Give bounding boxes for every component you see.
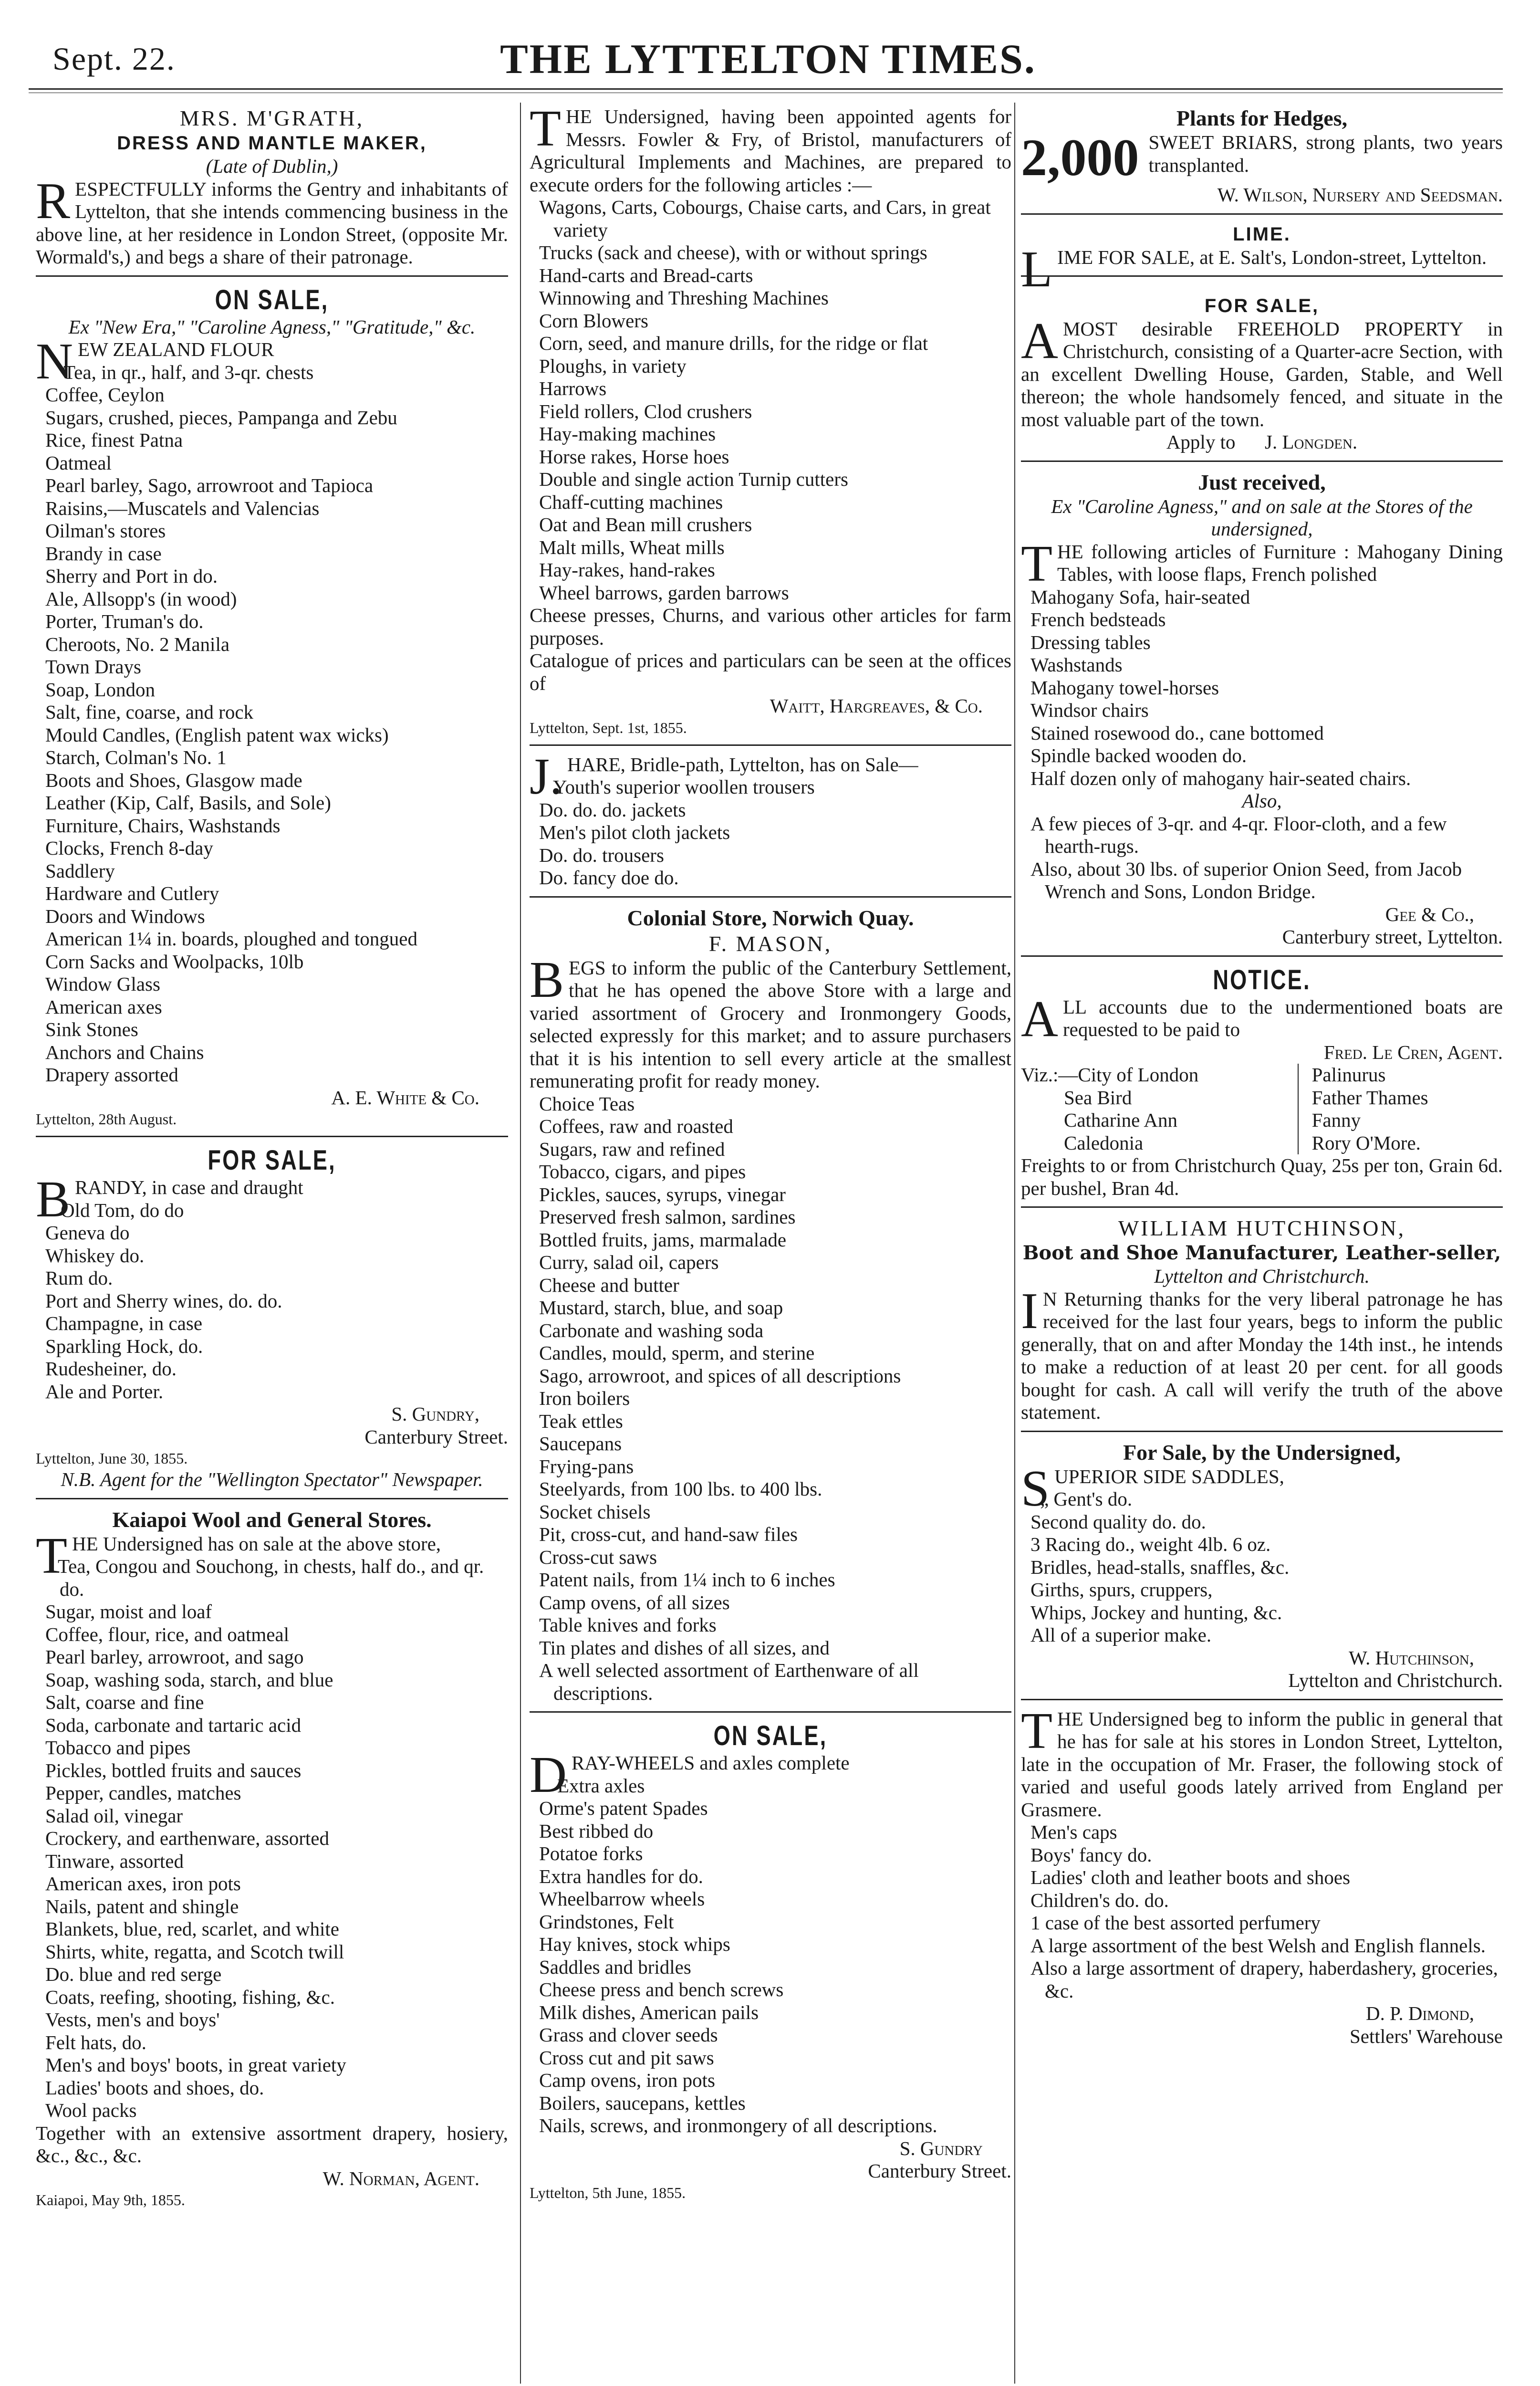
drop-cap: T (1021, 535, 1052, 592)
ad-signature: Waitt, Hargreaves, & Co. (770, 695, 983, 717)
list-item: Hardware and Cutlery (45, 882, 219, 904)
list-item: Field rollers, Clod crushers (539, 400, 752, 422)
ad-signature-address: Canterbury Street. (364, 1425, 508, 1448)
list-item: Sugar, moist and loaf (45, 1601, 212, 1622)
list-item: Oilman's stores (45, 520, 166, 542)
list-item: Second quality do. do. (1030, 1510, 1206, 1533)
list-item: Also, about 30 lbs. of superior Onion Seed, from Jacob Wrench and Sons, London Bridge. (1030, 858, 1462, 902)
ad-text: N Returning thanks for the very liberal patronage he has received for the last four years, begs to inform the public generally, that on and after Monday the 14th inst., he intends to make a reduction of at least 20 per cent. for all goods bought for cash. A call will verify the truth of the above statement. (1021, 1287, 1503, 1423)
list-item: Whiskey do. (45, 1244, 145, 1266)
list-item: Men's pilot cloth jackets (539, 821, 730, 843)
list-item: American axes (45, 995, 162, 1018)
drop-cap: A (1021, 312, 1058, 369)
list-item: Palinurus (1311, 1064, 1386, 1086)
ad-lecren (1021, 962, 1503, 1208)
list-item: Curry, salad oil, capers (539, 1251, 719, 1273)
list-item: Salad oil, vinegar (45, 1804, 183, 1827)
list-item: A few pieces of 3-qr. and 4-qr. Floor-cloth, and a few hearth-rugs. (1030, 812, 1447, 857)
list-item: Wheelbarrow wheels (539, 1888, 705, 1910)
newspaper-title: THE LYTTELTON TIMES. (500, 36, 1036, 83)
list-item: Tobacco and pipes (45, 1737, 191, 1758)
list-item: Soap, London (45, 678, 156, 701)
list-item: Boots and Shoes, Glasgow made (45, 769, 302, 791)
ad-text: RANDY, in case and draught (75, 1176, 303, 1198)
ad-gundry-brandy (36, 1142, 508, 1499)
drop-cap: L (1021, 241, 1052, 298)
list-item: Harrows (539, 377, 607, 399)
ad-text: MOST desirable FREEHOLD PROPERTY in Christchurch, consisting of a Quarter-acre Section, with an excellent Dwelling House, Garden, Stable, and Well thereon; the whole handsomely fenced, and situate in the most valuable part of the town. (1021, 317, 1503, 430)
list-item: Corn Blowers (539, 309, 648, 332)
list-item: Viz.:—City of London (1021, 1064, 1199, 1086)
ad-longden (1021, 291, 1503, 462)
ad-heading: Plants for Hedges, (1176, 106, 1348, 130)
drop-cap: J. (530, 748, 563, 805)
ad-body (1021, 312, 1503, 431)
list-item: Pickles, bottled fruits and sauces (45, 1759, 302, 1781)
ad-text: HARE, Bridle-path, Lyttelton, has on Sale— (567, 753, 918, 775)
list-item: Windsor chairs (1030, 699, 1149, 721)
list-item: Hand-carts and Bread-carts (539, 264, 753, 286)
item-list (36, 1199, 508, 1403)
list-item: Oatmeal (45, 451, 112, 474)
ad-body (530, 951, 1011, 1093)
list-item: Corn Sacks and Woolpacks, 10lb (45, 950, 304, 973)
ad-body (1021, 1702, 1503, 1821)
ad-signature: W. Hutchinson, (1349, 1646, 1474, 1669)
list-item: Ploughs, in variety (539, 355, 687, 377)
column-3 (1021, 103, 1503, 2059)
list-item: Cheese press and bench screws (539, 1978, 784, 2000)
list-item: Candles, mould, sperm, and sterine (539, 1342, 815, 1364)
ad-place-date: Lyttelton, 28th August. (36, 1110, 177, 1128)
list-item: „ Gent's do. (1040, 1488, 1133, 1510)
ad-signature: S. Gundry, (391, 1403, 479, 1425)
list-item: Teak ettles (539, 1410, 623, 1432)
ad-place-date: Lyttelton, Sept. 1st, 1855. (530, 719, 687, 736)
boat-list-left (1021, 1064, 1299, 1154)
list-item: Pearl barley, arrowroot, and sago (45, 1646, 304, 1668)
item-list (36, 1555, 508, 2122)
list-item: Caledonia (1064, 1131, 1144, 1154)
list-item: Wheel barrows, garden barrows (539, 581, 789, 604)
ad-heading: FOR SALE, (208, 1145, 336, 1176)
list-item: Men's caps (1030, 1821, 1117, 1843)
ad-waitt (530, 100, 1011, 746)
list-item: Crockery, and earthenware, assorted (45, 1827, 329, 1849)
item-list (530, 196, 1011, 604)
ad-signature-address: Canterbury street, Lyttelton. (1282, 926, 1503, 948)
ad-mcgrath (36, 103, 508, 277)
drop-cap: T (36, 1527, 67, 1584)
list-item: Double and single action Turnip cutters (539, 468, 848, 490)
ad-heading: Colonial Store, Norwich Quay. (627, 905, 914, 930)
list-item: Window Glass (45, 973, 160, 995)
list-item: Sugars, crushed, pieces, Pampanga and Zebu (45, 406, 397, 429)
list-item: Do. do. trousers (539, 844, 664, 866)
list-item: Winnowing and Threshing Machines (539, 287, 829, 309)
ad-text: EW ZEALAND FLOUR (78, 338, 274, 360)
item-list (1021, 1488, 1503, 1647)
list-item: Table knives and forks (539, 1614, 717, 1636)
list-item: Soap, washing soda, starch, and blue (45, 1668, 333, 1691)
ad-subtitle: Boot and Shoe Manufacturer, Leather-seller, (1022, 1242, 1501, 1264)
list-item: Rice, finest Patna (45, 429, 183, 451)
ad-heading: FOR SALE, (1204, 295, 1320, 316)
drop-cap: B (36, 1171, 71, 1228)
ad-signature: J. Longden. (1264, 431, 1358, 453)
list-item: Anchors and Chains (45, 1041, 204, 1063)
list-item: Socket chisels (539, 1500, 651, 1523)
list-item: Chaff-cutting machines (539, 491, 723, 513)
drop-cap: T (1021, 1702, 1052, 1759)
list-item: Hay knives, stock whips (539, 1933, 730, 1955)
list-item: Dressing tables (1030, 631, 1151, 653)
apply-label: Apply to (1166, 431, 1236, 453)
ad-dimond (1021, 1702, 1503, 2055)
list-item: Sugars, raw and refined (539, 1138, 725, 1160)
list-item: Hay-rakes, hand-rakes (539, 559, 715, 581)
ad-place-date: Lyttelton, June 30, 1855. (36, 1450, 188, 1467)
list-item: Boys' fancy do. (1030, 1843, 1152, 1866)
list-item: Tinware, assorted (45, 1850, 184, 1872)
list-item: Bridles, head-stalls, snaffles, &c. (1030, 1556, 1290, 1578)
list-item: Tin plates and dishes of all sizes, and (539, 1636, 830, 1659)
list-item: Rum do. (45, 1267, 113, 1289)
ad-body (1021, 535, 1503, 592)
drop-cap: A (1021, 990, 1058, 1047)
issue-date: Sept. 22. (52, 41, 176, 77)
ad-place-date: Kaiapoi, May 9th, 1855. (36, 2191, 185, 2208)
list-item: Pickles, sauces, syrups, vinegar (539, 1183, 786, 1205)
ad-salt (1021, 220, 1503, 298)
ad-text: IME FOR SALE, at E. Salt's, London-street, Lyttelton. (1057, 246, 1487, 268)
ad-text: Cheese presses, Churns, and various other articles for farm purposes. (530, 604, 1011, 649)
list-item: Wool packs (45, 2099, 137, 2121)
ad-heading: For Sale, by the Undersigned, (1123, 1440, 1401, 1465)
list-item: American 1¼ in. boards, ploughed and tongued (45, 928, 417, 950)
list-item: Girths, spurs, cruppers, (1030, 1579, 1213, 1601)
ad-text: LL accounts due to the undermentioned boats are requested to be paid to (1063, 995, 1503, 1040)
drop-cap: S (1021, 1460, 1050, 1517)
column-rule-1 (520, 103, 521, 2384)
list-item: Felt hats, do. (45, 2031, 146, 2053)
boat-list-right (1299, 1064, 1428, 1154)
list-item: Oat and Bean mill crushers (539, 513, 752, 535)
list-item: Potatoe forks (539, 1842, 643, 1864)
ad-title: F. MASON, (708, 931, 832, 956)
list-item: Ladies' boots and shoes, do. (45, 2076, 264, 2099)
list-item: Cross cut and pit saws (539, 2046, 714, 2069)
ad-place-date: Lyttelton, 5th June, 1855. (530, 2184, 686, 2201)
list-item: Orme's patent Spades (539, 1797, 708, 1819)
list-item: Do. blue and red serge (45, 1963, 222, 1985)
list-item: Town Drays (45, 656, 141, 678)
list-item: Leather (Kip, Calf, Basils, and Sole) (45, 792, 331, 814)
list-item: Extra handles for do. (539, 1865, 703, 1887)
list-item: Coffees, raw and roasted (539, 1115, 733, 1137)
list-item: Carbonate and washing soda (539, 1319, 764, 1341)
drop-cap: B (530, 951, 564, 1008)
list-item: Men's and boys' boots, in great variety (45, 2054, 346, 2076)
list-item: Ale, Allsopp's (in wood) (45, 587, 237, 610)
ad-saddles (1021, 1437, 1503, 1700)
list-item: Porter, Truman's do. (45, 610, 204, 632)
list-item: Mustard, starch, blue, and soap (539, 1297, 783, 1319)
list-item: Trucks (sack and cheese), with or without springs (539, 241, 927, 263)
ad-body (1021, 241, 1503, 298)
list-item: American axes, iron pots (45, 1873, 241, 1894)
list-item: Hay-making machines (539, 423, 716, 445)
column-1 (36, 103, 508, 2221)
list-item: Corn, seed, and manure drills, for the ridge or flat (539, 332, 928, 354)
ad-text: EGS to inform the public of the Canterbury Settlement, that he has opened the above Store with a large and varied assortment of Grocery and Ironmongery Goods, selected expressly for this market; and to assure purchasers that it is his intention to sell every article at the smallest remunerating profit for ready money. (530, 956, 1011, 1092)
ad-signature: S. Gundry (899, 2137, 983, 2159)
list-item: Sparkling Hock, do. (45, 1335, 203, 1357)
list-item: Preserved fresh salmon, sardines (539, 1206, 796, 1228)
list-item: Father Thames (1311, 1086, 1428, 1109)
ad-text: HE Undersigned beg to inform the public in general that he has for sale at his stores in London Street, Lyttelton, late in the occupation of Mr. Fraser, the following stock of varied and useful goods lately arrived from England per Grasmere. (1021, 1707, 1503, 1821)
list-item: Children's do. do. (1030, 1889, 1169, 1911)
list-item: Pit, cross-cut, and hand-saw files (539, 1523, 798, 1545)
list-item: Furniture, Chairs, Washstands (45, 814, 281, 837)
ad-signature-address: Settlers' Warehouse (1350, 2025, 1503, 2047)
list-item: French bedsteads (1030, 608, 1166, 630)
ad-title: WILLIAM HUTCHINSON, (1118, 1216, 1406, 1240)
ad-text: UPERIOR SIDE SADDLES, (1054, 1465, 1284, 1487)
list-item: Camp ovens, iron pots (539, 2069, 715, 2091)
list-item: Youth's superior woollen trousers (553, 776, 815, 798)
ad-text: ESPECTFULLY informs the Gentry and inhabitants of Lyttelton, that she intends commencing business in the above line, at her residence in London Street, (opposite Mr. Wormald's,) and begs a share of their patronage. (36, 178, 508, 268)
list-item: Stained rosewood do., cane bottomed (1030, 722, 1324, 744)
list-item: Choice Teas (539, 1092, 635, 1115)
list-item: Coffee, flour, rice, and oatmeal (45, 1623, 290, 1645)
column-rule-2 (1014, 103, 1015, 2384)
ad-signature: Fred. Le Cren, Agent. (1323, 1041, 1503, 1063)
list-item: Salt, coarse and fine (45, 1691, 204, 1713)
ad-hutchinson (1021, 1213, 1503, 1432)
ad-signature: Gee & Co., (1385, 903, 1474, 925)
list-item: Soda, carbonate and tartaric acid (45, 1714, 302, 1736)
list-item: Drapery assorted (45, 1064, 178, 1086)
list-item: Whips, Jockey and hunting, &c. (1030, 1601, 1282, 1623)
list-item: Sherry and Port in do. (45, 565, 218, 587)
list-item: Tea, in qr., half, and 3-qr. chests (63, 361, 314, 383)
ad-heading: ON SALE, (215, 284, 329, 315)
list-item: Horse rakes, Horse hoes (539, 445, 729, 468)
ad-heading: LIME. (1233, 223, 1291, 245)
ad-mason (530, 902, 1011, 1713)
list-item: Camp ovens, of all sizes (539, 1591, 730, 1613)
ad-subtitle: DRESS AND MANTLE MAKER, (117, 133, 427, 154)
list-item: Nails, screws, and ironmongery of all descriptions. (539, 2114, 937, 2136)
item-list (530, 1775, 1011, 2137)
ad-heading: ON SALE, (713, 1720, 828, 1751)
ad-heading: Just received, (1198, 470, 1326, 494)
list-item: Shirts, white, regatta, and Scotch twill (45, 1940, 344, 1963)
list-item: Best ribbed do (539, 1820, 654, 1842)
list-item: Vests, men's and boys' (45, 2009, 220, 2030)
list-item: Starch, Colman's No. 1 (45, 746, 227, 768)
ad-body (1021, 1282, 1503, 1424)
list-item: Cheroots, No. 2 Manila (45, 633, 230, 655)
list-item: Do. fancy doe do. (539, 867, 679, 889)
item-list (530, 776, 1011, 890)
ad-also: Also, (1242, 790, 1282, 812)
drop-cap: T (530, 100, 561, 157)
list-item: Salt, fine, coarse, and rock (45, 701, 254, 723)
item-list (1021, 1821, 1503, 2002)
ad-text: SWEET BRIARS, strong plants, two years transplanted. (1148, 131, 1503, 176)
list-item: Grindstones, Felt (539, 1910, 674, 1933)
list-item: Iron boilers (539, 1387, 630, 1409)
list-item: Sea Bird (1064, 1086, 1132, 1109)
ad-gundry-drays (530, 1717, 1011, 2209)
masthead-rule (29, 88, 1503, 93)
ad-ex: Ex "New Era," "Caroline Agness," "Gratitude," &c. (68, 315, 476, 338)
ad-body (530, 100, 1011, 196)
list-item: Pepper, candles, matches (45, 1782, 241, 1804)
ad-heading: NOTICE. (1213, 964, 1311, 995)
ad-gee (1021, 467, 1503, 957)
item-list (1021, 586, 1503, 790)
list-item: Steelyards, from 100 lbs. to 400 lbs. (539, 1478, 822, 1500)
list-item: Extra axles (557, 1774, 645, 1797)
ad-ex: Ex "Caroline Agness," and on sale at the Stores of the undersigned, (1051, 495, 1473, 540)
list-item: A large assortment of the best Welsh and English flannels. (1030, 1934, 1486, 1957)
ad-signature-address: Canterbury Street. (868, 2160, 1011, 2182)
list-item: Raisins,—Muscatels and Valencias (45, 497, 320, 519)
ad-text: Catalogue of prices and particulars can be seen at the offices of (530, 649, 1011, 694)
column-2 (530, 100, 1011, 2214)
list-item: Sago, arrowroot, and spices of all descriptions (539, 1364, 901, 1387)
list-item: Sink Stones (45, 1018, 138, 1040)
ad-text: HE Undersigned has on sale at the above store, (72, 1532, 441, 1555)
list-item: Champagne, in case (45, 1312, 203, 1334)
ad-text: RAY-WHEELS and axles complete (572, 1752, 850, 1774)
list-item: Nails, patent and shingle (45, 1895, 239, 1917)
list-item: Doors and Windows (45, 905, 205, 927)
ad-body (1021, 128, 1503, 187)
ad-note: N.B. Agent for the "Wellington Spectator" Newspaper. (61, 1468, 483, 1490)
list-item: Cross-cut saws (539, 1546, 657, 1568)
list-item: Coffee, Ceylon (45, 384, 165, 406)
list-item: A well selected assortment of Earthenware of all descriptions. (539, 1659, 919, 1704)
drop-cap: D (530, 1747, 567, 1803)
ad-heading: Kaiapoi Wool and General Stores. (112, 1507, 432, 1532)
ad-signature: D. P. Dimond, (1366, 2002, 1474, 2024)
list-item: Saddlery (45, 859, 115, 882)
ad-quantity: 2,000 (1021, 128, 1139, 187)
list-item: Frying-pans (539, 1455, 634, 1477)
ad-hare (530, 748, 1011, 898)
list-item: Boilers, saucepans, kettles (539, 2092, 746, 2114)
list-item: Old Tom, do do (61, 1199, 184, 1221)
ad-body (36, 172, 508, 269)
list-item: Tea, Congou and Souchong, in chests, half do., and qr. do. (57, 1555, 484, 1600)
ad-wilson (1021, 103, 1503, 215)
list-item: Port and Sherry wines, do. do. (45, 1289, 282, 1312)
list-item: Bottled fruits, jams, marmalade (539, 1228, 787, 1251)
list-item: Brandy in case (45, 542, 162, 565)
list-item: Coats, reefing, shooting, fishing, &c. (45, 1986, 335, 2008)
list-item: Cheese and butter (539, 1274, 679, 1296)
list-item: Saucepans (539, 1433, 622, 1455)
ad-note: Lyttelton and Christchurch. (1154, 1265, 1370, 1287)
list-item: Saddles and bridles (539, 1956, 691, 1978)
list-item: 1 case of the best assorted perfumery (1030, 1912, 1321, 1934)
ad-white (36, 282, 508, 1138)
list-item: Patent nails, from 1¼ inch to 6 inches (539, 1569, 835, 1591)
list-item: Spindle backed wooden do. (1030, 744, 1247, 766)
ad-text: Freights to or from Christchurch Quay, 25s per ton, Grain 6d. per bushel, Bran 4d. (1021, 1154, 1503, 1199)
list-item: Mahogany Sofa, hair-seated (1030, 586, 1250, 608)
list-item: Rudesheiner, do. (45, 1358, 177, 1380)
list-item: Mahogany towel-horses (1030, 676, 1219, 699)
list-item: Catharine Ann (1064, 1109, 1177, 1131)
list-item: Wagons, Carts, Cobourgs, Chaise carts, and Cars, in great variety (539, 196, 991, 241)
drop-cap: N (36, 333, 73, 390)
list-item: All of a superior make. (1030, 1624, 1212, 1646)
list-item: Rory O'More. (1311, 1131, 1421, 1154)
boat-list (1021, 1064, 1503, 1154)
list-item: Ladies' cloth and leather boots and shoes (1030, 1866, 1351, 1888)
list-item: Clocks, French 8-day (45, 837, 213, 859)
ad-signature: W. Wilson, Nursery and Seedsman. (1217, 184, 1503, 206)
list-item: Geneva do (45, 1222, 130, 1244)
ad-note: (Late of Dublin,) (206, 155, 338, 177)
ad-signature: W. Norman, Agent. (323, 2167, 479, 2189)
list-item: Ale and Porter. (45, 1380, 164, 1402)
ad-text: HE following articles of Furniture : Mahogany Dining Tables, with loose flaps, French polished (1057, 540, 1503, 585)
ad-body (1021, 990, 1503, 1047)
ad-text: Together with an extensive assortment drapery, hosiery, &c., &c., &c. (36, 2122, 508, 2166)
ad-signature: A. E. White & Co. (331, 1086, 479, 1109)
list-item: Washstands (1030, 654, 1123, 676)
list-item: Blankets, blue, red, scarlet, and white (45, 1918, 339, 1940)
ad-text: HE Undersigned, having been appointed agents for Messrs. Fowler & Fry, of Bristol, manufacturers of Agricultural Implements and Machines, are prepared to execute orders for the following articles :— (530, 105, 1011, 196)
list-item: Grass and clover seeds (539, 2024, 718, 2046)
list-item: Malt mills, Wheat mills (539, 536, 725, 558)
ad-apply (1021, 431, 1503, 454)
item-list (1021, 813, 1503, 903)
list-item: Tobacco, cigars, and pipes (539, 1161, 746, 1183)
item-list (36, 361, 508, 1087)
list-item: 3 Racing do., weight 4lb. 6 oz. (1030, 1533, 1271, 1555)
list-item: Fanny (1311, 1109, 1361, 1131)
list-item: Do. do. do. jackets (539, 798, 686, 821)
list-item: Half dozen only of mahogany hair-seated chairs. (1030, 767, 1411, 789)
item-list (530, 1093, 1011, 1705)
list-item: Pearl barley, Sago, arrowroot and Tapioca (45, 474, 374, 496)
masthead (38, 33, 1498, 86)
list-item: Also a large assortment of drapery, haberdashery, groceries, &c. (1030, 1957, 1498, 2002)
list-item: Milk dishes, American pails (539, 2001, 759, 2023)
ad-title: MRS. M'GRATH, (179, 106, 364, 130)
ad-kaiapoi (36, 1504, 508, 2217)
drop-cap: I (1021, 1282, 1038, 1340)
drop-cap: R (36, 172, 71, 230)
ad-signature-address: Lyttelton and Christchurch. (1288, 1669, 1503, 1691)
list-item: Mould Candles, (English patent wax wicks) (45, 723, 389, 746)
